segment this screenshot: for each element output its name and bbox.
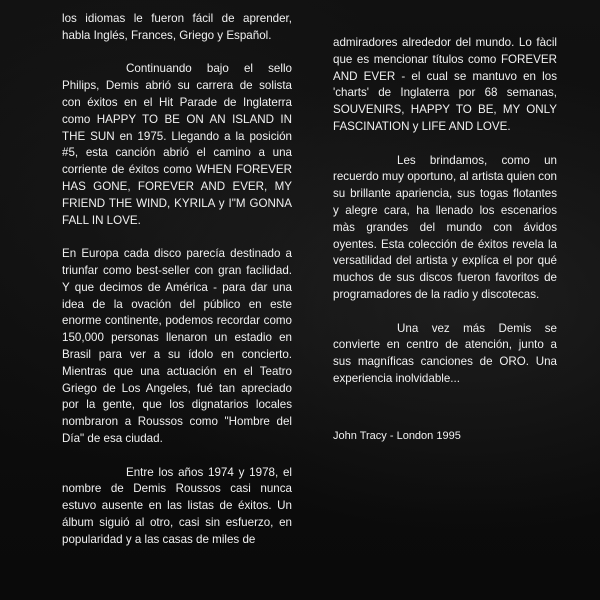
left-paragraph-4: Entre los años 1974 y 1978, el nombre de Demis Roussos casi nunca estuvo ausente en las listas de éxitos. Un álbum siguió al otro, casi sin esfuerzo, en popularidad y a las casas de miles de xyxy=(62,465,292,546)
left-text-column xyxy=(62,11,292,565)
right-text-column xyxy=(333,35,557,445)
right-paragraph-3: Una vez más Demis se convierte en centro de atención, junto a sus magníficas canciones de ORO. Una experiencia inolvidable... xyxy=(333,321,557,385)
left-paragraph-3: En Europa cada disco parecía destinado a triunfar como best-seller con gran facilidad. Y que decimos de América - para dar una idea de la ovación del público en este enorme continente, podemos recordar como 150,000 personas llenaron un estadio en Brasil para ver a su ídolo en concierto. Mientras que una actuación en el Teatro Griego de Los Angeles, fué tan apreciado por la gente, que los dignatarios locales nombraron a Roussos como "Hombre del Día" de esa ciudad. xyxy=(62,247,292,445)
right-paragraph-2: Les brindamos, como un recuerdo muy oportuno, al artista quien con su brillante apariencia, sus togas flotantes y alegre cara, ha llenado los escenarios màs grandes del mundo con ávidos oyentes. Esta colección de éxitos revela la versatilidad del artista y explíca el por qué muchos de sus discos fueron favoritos de programadores de la radio y discotecas. xyxy=(333,153,557,301)
left-paragraph-1: los idiomas le fueron fácil de aprender, habla Inglés, Frances, Griego y Español. xyxy=(62,12,292,42)
author-signature: John Tracy - London 1995 xyxy=(333,429,461,442)
right-paragraph-1: admiradores alrededor del mundo. Lo fàcil que es mencionar títulos como FOREVER AND EVER - el cual se mantuvo en los 'charts' de Inglaterra por 68 semanas, SOUVENIRS, HAPPY TO BE, MY ONLY FASCINATION y LIFE AND LOVE. xyxy=(333,36,557,133)
left-paragraph-2: Continuando bajo el sello Philips, Demis abrió su carrera de solista con éxitos en el Hit Parade de Inglaterra como HAPPY TO BE ON AN ISLAND IN THE SUN en 1975. Llegando a la posición #5, esta canción abrió el camino a una corriente de éxitos como WHEN FOREVER HAS GONE, FOREVER AND EVER, MY FRIEND THE WIND, KYRILA y I"M GONNA FALL IN LOVE. xyxy=(62,62,292,227)
